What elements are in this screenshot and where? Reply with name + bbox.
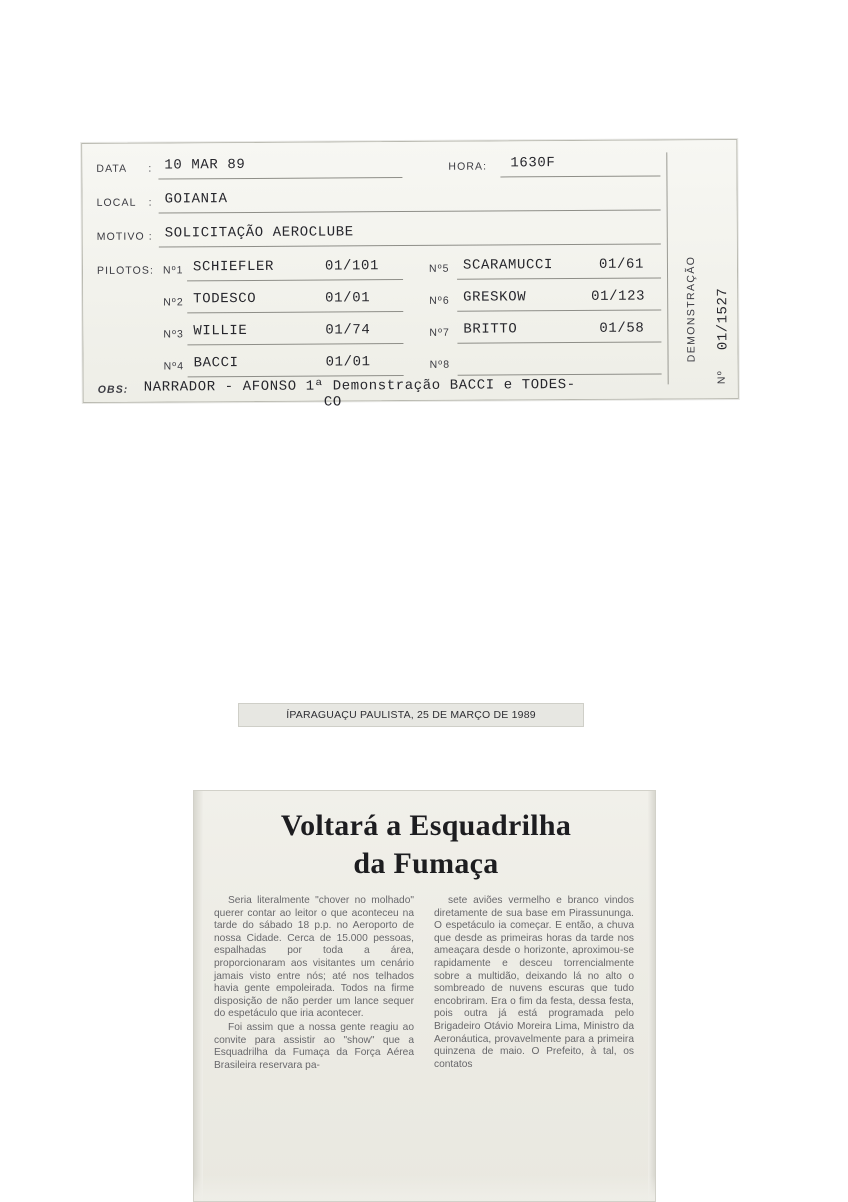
pilot-4-name: BACCI — [193, 355, 239, 372]
form-row-obs — [98, 376, 664, 413]
pilot-3-code: 01/74 — [325, 322, 371, 339]
motivo-value: SOLICITAÇÃO AEROCLUBE — [164, 224, 354, 242]
hora-label: HORA: — [448, 160, 488, 173]
article-headline-line-2: da Fumaça — [353, 847, 499, 880]
pilot-5-num: Nº5 — [428, 262, 450, 275]
form-row-motivo — [97, 218, 663, 251]
pilot-6-name: GRESKOW — [463, 289, 527, 306]
article-paragraph: Seria literalmente "chover no molhado" querer contar ao leitor o que aconteceu na tarde do sábado 18 p.p. no Aeroporto de nossa Cidade. Cerca de 15.000 pessoas, espalhadas por toda a área, proporcionaram aos visitantes um cenário jamais visto entre nós; até nos telhados havia gente empoleirada. Todos na firme disposição de não perder um lance sequer do espetáculo que iria acontecer. — [214, 895, 414, 1020]
obs-value: NARRADOR - AFONSO 1ª Demonstração BACCI e TODES- — [143, 376, 576, 396]
data-colon: : — [148, 162, 153, 175]
pilot-7-name: BRITTO — [463, 321, 518, 338]
article-column-left — [214, 895, 414, 1072]
pilotos-label: PILOTOS: — [96, 264, 155, 277]
data-rule — [158, 177, 402, 179]
motivo-colon: : — [148, 230, 153, 243]
motivo-label: MOTIVO — [96, 230, 145, 243]
clipping-left-edge — [194, 791, 203, 1201]
hora-rule — [500, 175, 660, 177]
local-rule — [159, 209, 661, 213]
pilot-1-rule — [187, 279, 403, 281]
pilot-5-rule — [457, 277, 661, 279]
clipping-right-edge — [648, 791, 655, 1201]
newspaper-masthead-text: ÍPARAGUAÇU PAULISTA, 25 DE MARÇO DE 1989 — [286, 709, 536, 721]
pilot-7-rule — [457, 341, 661, 343]
pilot-1-name: SCHIEFLER — [192, 258, 275, 276]
form-row-local — [96, 184, 662, 217]
pilot-2-rule — [187, 311, 403, 313]
pilot-7-num: Nº7 — [429, 326, 450, 339]
obs-label: OBS: — [97, 383, 129, 396]
pilot-2-name: TODESCO — [193, 290, 257, 308]
pilot-3-name: WILLIE — [193, 322, 248, 340]
article-paragraph: Foi assim que a nossa gente reagiu ao convite para assistir ao "show" que a Esquadrilha da Fumaça da Força Aérea Brasileira reservara pa- — [214, 1021, 414, 1071]
form-fields-area — [96, 150, 663, 411]
pilot-1-code: 01/101 — [324, 258, 380, 275]
article-headline — [212, 807, 640, 883]
pilot-6-code: 01/123 — [591, 288, 646, 305]
form-row-pilot-2 — [97, 284, 663, 317]
form-row-data — [96, 150, 662, 183]
newspaper-clipping — [193, 790, 656, 1202]
data-value: 10 MAR 89 — [164, 157, 246, 174]
form-row-pilot-1 — [97, 252, 663, 285]
pilot-4-code: 01/01 — [325, 354, 371, 371]
article-headline-line-1: Voltará a Esquadrilha — [280, 809, 572, 842]
pilot-6-num: Nº6 — [429, 294, 450, 307]
form-row-pilot-3 — [97, 316, 663, 349]
article-column-right — [434, 895, 634, 1072]
pilot-3-rule — [187, 343, 403, 345]
pilot-1-num: Nº1 — [162, 264, 184, 277]
pilot-3-num: Nº3 — [163, 328, 184, 341]
newspaper-masthead-strip — [238, 703, 584, 727]
obs-value-continued: CO — [323, 394, 342, 411]
article-columns — [214, 895, 634, 1072]
pilot-7-code: 01/58 — [599, 320, 645, 337]
flight-demonstration-form — [81, 139, 739, 411]
motivo-rule — [159, 243, 661, 247]
pilot-8-num: Nº8 — [429, 358, 451, 371]
local-label: LOCAL — [96, 196, 137, 209]
pilot-6-rule — [457, 309, 661, 311]
pilot-4-rule — [188, 375, 404, 377]
clipping-bottom-fade — [194, 1175, 655, 1201]
numero-label: Nº — [715, 369, 728, 385]
demonstracao-vertical-label: DEMONSTRAÇÃO — [684, 255, 698, 363]
local-value: GOIANIA — [164, 191, 228, 208]
pilot-8-rule — [458, 373, 662, 375]
data-label: DATA — [96, 162, 128, 175]
pilot-4-num: Nº4 — [163, 360, 185, 373]
local-colon: : — [148, 196, 153, 209]
demonstracao-vertical-number: 01/1527 — [715, 287, 732, 351]
hora-value: 1630F — [510, 155, 556, 172]
pilot-2-code: 01/01 — [325, 290, 371, 307]
pilot-2-num: Nº2 — [163, 296, 184, 309]
form-side-block — [670, 152, 733, 384]
pilot-5-name: SCARAMUCCI — [462, 257, 554, 274]
pilot-5-code: 01/61 — [598, 256, 645, 273]
article-paragraph: sete aviões vermelho e branco vindos diretamente de sua base em Pirassununga. O espetáculo ia começar. E então, a chuva que desde as primeiras horas da tarde nos ameaçara desde o horizonte, aproximou-se rapidamente e desceu torrencialmente sobre a multidão, deixando lá no alto o sombreado de nuvens escuras que tudo encobriram. Era o fim da festa, dessa festa, pois outra já está programada pelo Brigadeiro Otávio Moreira Lima, Ministro da Aeronáutica, provavelmente para a primeira quinzena de maio. O Prefeito, à tal, os contatos — [434, 895, 634, 1070]
